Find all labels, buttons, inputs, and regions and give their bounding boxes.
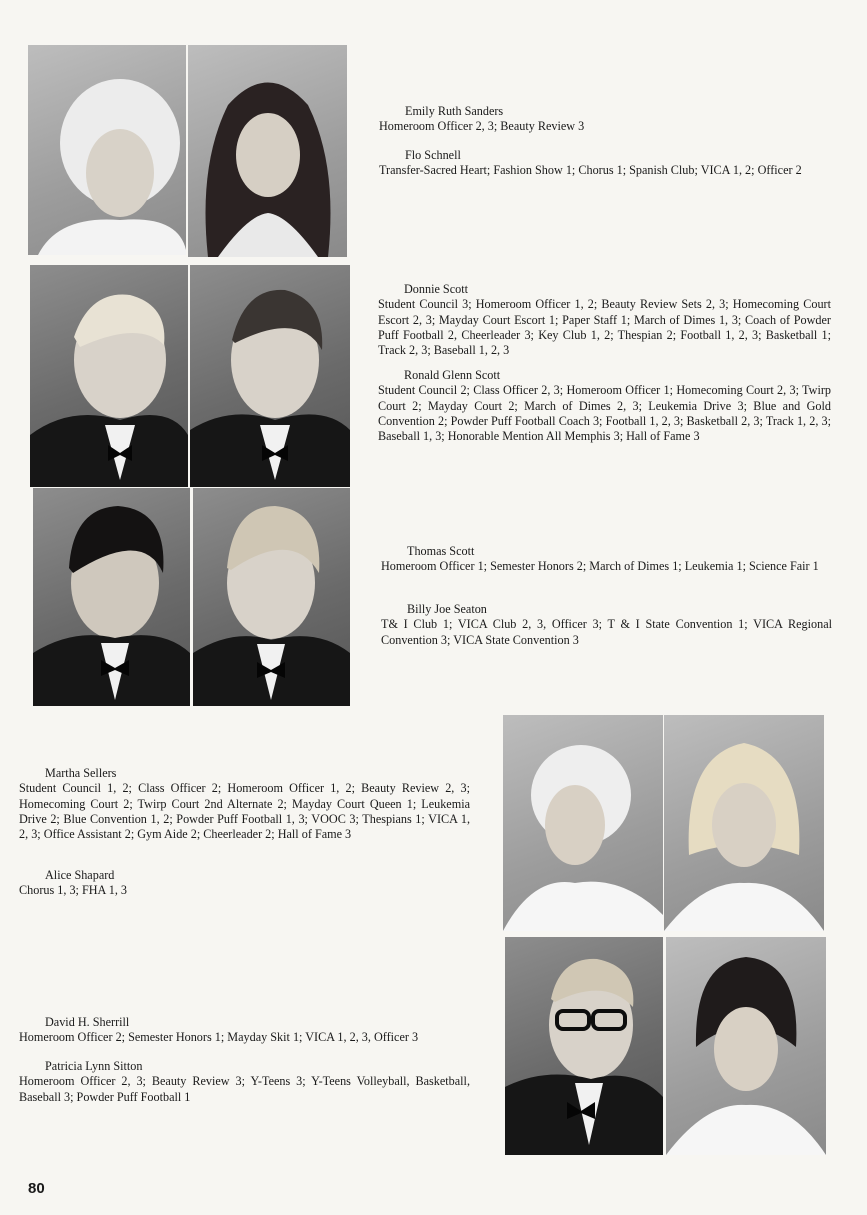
portrait-silhouette bbox=[503, 715, 663, 931]
portrait-thomas-scott bbox=[33, 488, 190, 706]
student-activities: Transfer-Sacred Heart; Fashion Show 1; Chorus 1; Spanish Club; VICA 1, 2; Officer 2 bbox=[379, 163, 802, 178]
student-name: Flo Schnell bbox=[405, 148, 461, 162]
student-activities: Student Council 1, 2; Class Officer 2; Homeroom Officer 1, 2; Beauty Review 2, 3; Homecoming Court 2; Twirp Court 2nd Alternate 2; Mayday Court Queen 1; Leukemia Drive 2; Blue Convention 1, 2; Powder Puff Football 1, 3; VOOC 3; Thespians 1; VICA 1, 2, 3; Office Assistant 2; Gym Aide 2; Cheerleader 2; Hall of Fame 3 bbox=[19, 781, 470, 842]
portrait-david-h-sherrill bbox=[505, 937, 663, 1155]
portrait-donnie-scott bbox=[30, 265, 188, 487]
portrait-silhouette bbox=[666, 937, 826, 1155]
portrait-silhouette bbox=[30, 265, 188, 487]
student-activities: Homeroom Officer 2; Semester Honors 1; Mayday Skit 1; VICA 1, 2, 3, Officer 3 bbox=[19, 1030, 419, 1045]
student-activities: T& I Club 1; VICA Club 2, 3, Officer 3; T & I State Convention 1; VICA Regional Convention 3; VICA State Convention 3 bbox=[381, 617, 832, 647]
portrait-alice-shapard bbox=[664, 715, 824, 931]
portrait-silhouette bbox=[505, 937, 663, 1155]
student-name: Thomas Scott bbox=[407, 544, 475, 558]
page-number: 80 bbox=[28, 1180, 45, 1197]
student-bio bbox=[381, 544, 832, 575]
portrait-ronald-glenn-scott bbox=[190, 265, 350, 487]
student-activities: Homeroom Officer 2, 3; Beauty Review 3 bbox=[379, 119, 585, 134]
student-name: Ronald Glenn Scott bbox=[404, 368, 501, 382]
portrait-silhouette bbox=[190, 265, 350, 487]
student-bio bbox=[19, 766, 470, 842]
student-activities: Homeroom Officer 1; Semester Honors 2; March of Dimes 1; Leukemia 1; Science Fair 1 bbox=[381, 559, 819, 574]
student-activities: Homeroom Officer 2, 3; Beauty Review 3; Y-Teens 3; Y-Teens Volleyball, Basketball, Baseball 3; Powder Puff Football 1 bbox=[19, 1074, 470, 1104]
student-name: Donnie Scott bbox=[404, 282, 468, 296]
student-bio bbox=[378, 282, 831, 358]
student-bio bbox=[19, 868, 470, 899]
student-activities: Student Council 2; Class Officer 2, 3; Homeroom Officer 1; Homecoming Court 2, 3; Twirp Court 2; Mayday Court 2; March of Dimes 2, 3; Leukemia Drive 3; Blue and Gold Convention 2; Powder Puff Football Coach 3; Football 1, 2, 3; Basketball 2, 3; Track 1, 2, 3; Baseball 1, 3; Honorable Mention All Memphis 3; Hall of Fame 3 bbox=[378, 383, 831, 444]
student-bio bbox=[19, 1015, 470, 1046]
portrait-martha-sellers bbox=[503, 715, 663, 931]
portrait-patricia-lynn-sitton bbox=[666, 937, 826, 1155]
student-name: David H. Sherrill bbox=[45, 1015, 130, 1029]
student-bio bbox=[379, 104, 832, 135]
portrait-emily-ruth-sanders bbox=[28, 45, 186, 255]
portrait-silhouette bbox=[28, 45, 186, 255]
student-bio bbox=[378, 368, 831, 444]
student-name: Billy Joe Seaton bbox=[407, 602, 487, 616]
portrait-silhouette bbox=[664, 715, 824, 931]
portrait-silhouette bbox=[33, 488, 190, 706]
student-activities: Chorus 1, 3; FHA 1, 3 bbox=[19, 883, 128, 898]
student-name: Emily Ruth Sanders bbox=[405, 104, 504, 118]
student-bio bbox=[381, 602, 832, 648]
student-name: Martha Sellers bbox=[45, 766, 117, 780]
student-name: Alice Shapard bbox=[45, 868, 115, 882]
portrait-silhouette bbox=[193, 488, 350, 706]
student-bio bbox=[379, 148, 832, 179]
student-bio bbox=[19, 1059, 470, 1105]
portrait-billy-joe-seaton bbox=[193, 488, 350, 706]
portrait-flo-schnell bbox=[188, 45, 347, 257]
portrait-silhouette bbox=[188, 45, 347, 257]
student-name: Patricia Lynn Sitton bbox=[45, 1059, 143, 1073]
student-activities: Student Council 3; Homeroom Officer 1, 2; Beauty Review Sets 2, 3; Homecoming Court Escort 2, 3; Mayday Court Escort 1; Paper Staff 1; March of Dimes 1, 3; Coach of Powder Puff Football 2, Cheerleader 3; Key Club 1, 2; Thespian 2; Football 1, 2, 3; Basketball 1; Track 2, 3; Baseball 1, 2, 3 bbox=[378, 297, 831, 358]
